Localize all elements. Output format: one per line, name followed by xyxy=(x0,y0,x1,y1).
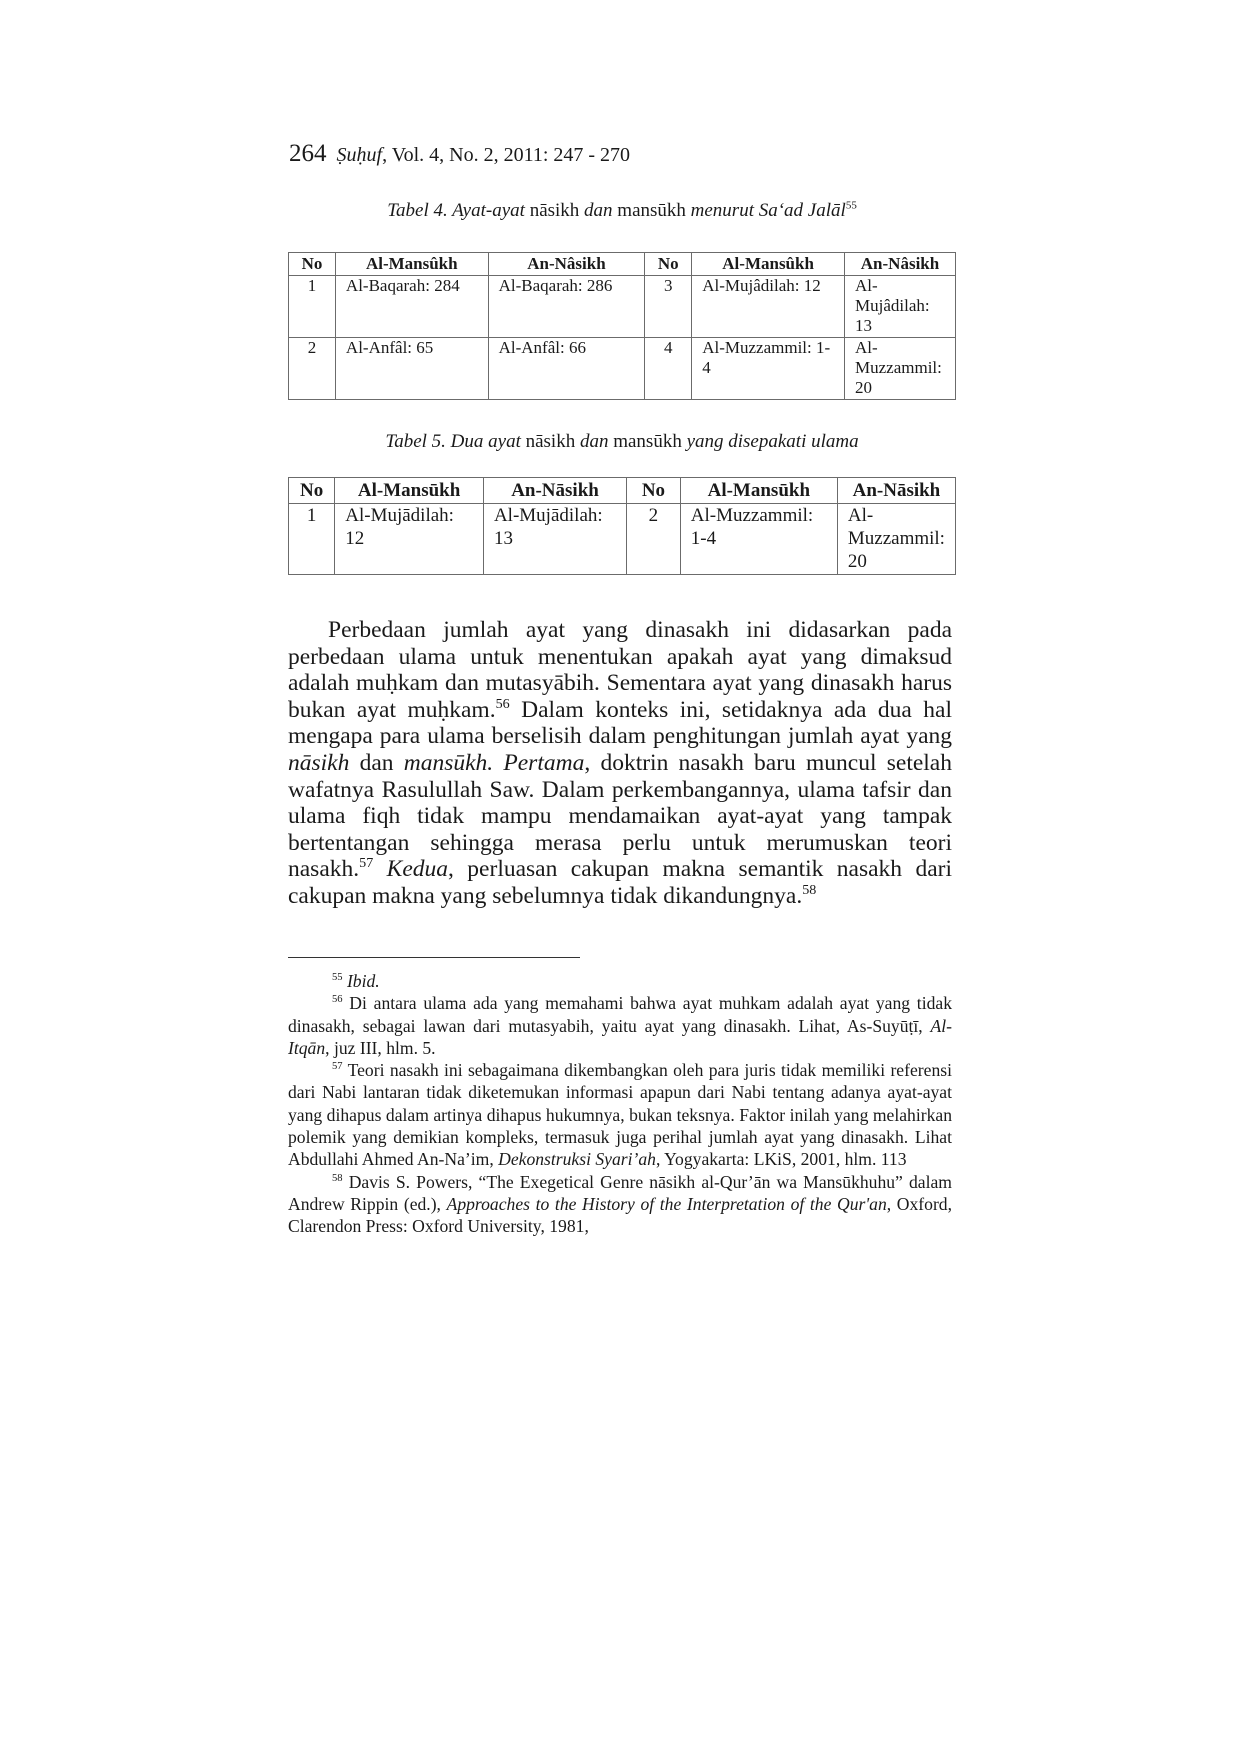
footnote-divider xyxy=(288,957,580,958)
table5-header: An-Nāsikh xyxy=(483,478,626,504)
table5-header: Al-Mansūkh xyxy=(335,478,484,504)
footnote-ref-55[interactable]: 55 xyxy=(845,199,857,212)
table-cell: Al-Muzzammil: 20 xyxy=(845,338,956,400)
table4-caption: Tabel 4. Ayat-ayat nāsikh dan mansūkh menurut Sa‘ad Jalāl$^{55}$ xyxy=(387,199,857,221)
footnote-55: $^{55}$ Ibid. xyxy=(332,971,380,991)
footnote-ref-58[interactable]: 58 xyxy=(802,882,817,899)
table5-header: An-Nāsikh xyxy=(837,478,955,504)
footnote-ref-56[interactable]: 56 xyxy=(495,695,510,712)
table5-header: No xyxy=(289,478,335,504)
table-cell: Al-Anfâl: 66 xyxy=(488,338,645,400)
table5-caption: Tabel 5. Dua ayat nāsikh dan mansūkh yang disepakati ulama xyxy=(385,431,859,452)
table5-header: No xyxy=(627,478,681,504)
table4-header: No xyxy=(289,253,336,276)
table-cell: Al-Mujâdilah: 13 xyxy=(845,276,956,338)
table-cell: Al-Muzzammil: 1-4 xyxy=(692,338,845,400)
table-cell: 2 xyxy=(289,338,336,400)
table-cell: Al-Mujādilah: 12 xyxy=(335,504,484,575)
table-cell: 2 xyxy=(627,504,681,575)
footnote-58: $^{58}$ Davis S. Powers, “The Exegetical Genre nāsikh al-Qur’ān wa Mansūkhuhu” dalam Andrew Rippin (ed.), Approaches to the History of the Interpretation of the Qur'an, Oxford, Clarendon Press: Oxford University, 1981, xyxy=(288,1171,952,1237)
table4-header: Al-Mansûkh xyxy=(335,253,488,276)
table-cell: Al-Muzzammil: 1-4 xyxy=(680,504,837,575)
table-cell: Al-Muzzammil: 20 xyxy=(837,504,955,575)
table-cell: Al-Mujâdilah: 12 xyxy=(692,276,845,338)
table4-header: An-Nâsikh xyxy=(488,253,645,276)
table-cell: 4 xyxy=(645,338,692,400)
table-cell: Al-Baqarah: 286 xyxy=(488,276,645,338)
running-head xyxy=(289,140,630,168)
table4-header: An-Nâsikh xyxy=(845,253,956,276)
table4-header: No xyxy=(645,253,692,276)
table-cell: 1 xyxy=(289,276,336,338)
page-number: 264 xyxy=(289,140,327,167)
footnotes xyxy=(288,970,952,1238)
body-paragraph: Perbedaan jumlah ayat yang dinasakh ini didasarkan pada perbedaan ulama untuk menentukan apakah ayat yang dimaksud adalah muḥkam dan mutasyābih. Sementara ayat yang dinasakh harus bukan ayat muḥkam.$^{56}$ Dalam konteks ini, setidaknya ada dua hal mengapa para ulama berselisih dalam penghitungan jumlah ayat yang nāsikh dan mansūkh. Pertama, doktrin nasakh baru muncul setelah wafatnya Rasulullah Saw. Dalam perkembangannya, ulama tafsir dan ulama fiqh tidak mampu mendamaikan ayat-ayat yang tampak bertentangan sehingga merasa perlu untuk merumuskan teori nasakh.$^{57}$ Kedua, perluasan cakupan makna semantik nasakh dari cakupan makna yang sebelumnya tidak dikandungnya.$^{58}$ xyxy=(288,617,953,909)
table-row xyxy=(289,276,956,338)
table-cell: Al-Mujādilah: 13 xyxy=(483,504,626,575)
table5 xyxy=(288,477,956,575)
table-cell: Al-Baqarah: 284 xyxy=(335,276,488,338)
table4-header-row xyxy=(289,253,956,276)
footnote-57: $^{57}$ Teori nasakh ini sebagaimana dikembangkan oleh para juris tidak memiliki referensi dari Nabi lantaran tidak diketemukan informasi apapun dari Nabi tentang adanya ayat-ayat yang dihapus dalam artinya dihapus hukumnya, bukan teksnya. Faktor inilah yang melahirkan polemik yang demikian kompleks, termasuk juga perihal jumlah ayat yang dinasakh. Lihat Abdullahi Ahmed An-Na’im, Dekonstruksi Syari’ah, Yogyakarta: LKiS, 2001, hlm. 113 xyxy=(288,1060,952,1170)
table5-header: Al-Mansūkh xyxy=(680,478,837,504)
journal-details: , Vol. 4, No. 2, 2011: 247 - 270 xyxy=(382,144,631,166)
table-cell: 3 xyxy=(645,276,692,338)
table-row xyxy=(289,338,956,400)
table-row xyxy=(289,504,956,575)
footnote-ref-57[interactable]: 57 xyxy=(359,855,374,872)
table-cell: 1 xyxy=(289,504,335,575)
table4 xyxy=(288,252,956,400)
table5-header-row xyxy=(289,478,956,504)
table4-header: Al-Mansûkh xyxy=(692,253,845,276)
table-cell: Al-Anfâl: 65 xyxy=(335,338,488,400)
journal-name: Ṣuḥuf xyxy=(336,144,383,166)
footnote-56: $^{56}$ Di antara ulama ada yang memahami bahwa ayat muhkam adalah ayat yang tidak dinasakh, sebagai lawan dari mutasyabih, yaitu ayat yang dinasakh. Lihat, As-Suyūṭī, Al-Itqān, juz III, hlm. 5. xyxy=(288,993,952,1058)
